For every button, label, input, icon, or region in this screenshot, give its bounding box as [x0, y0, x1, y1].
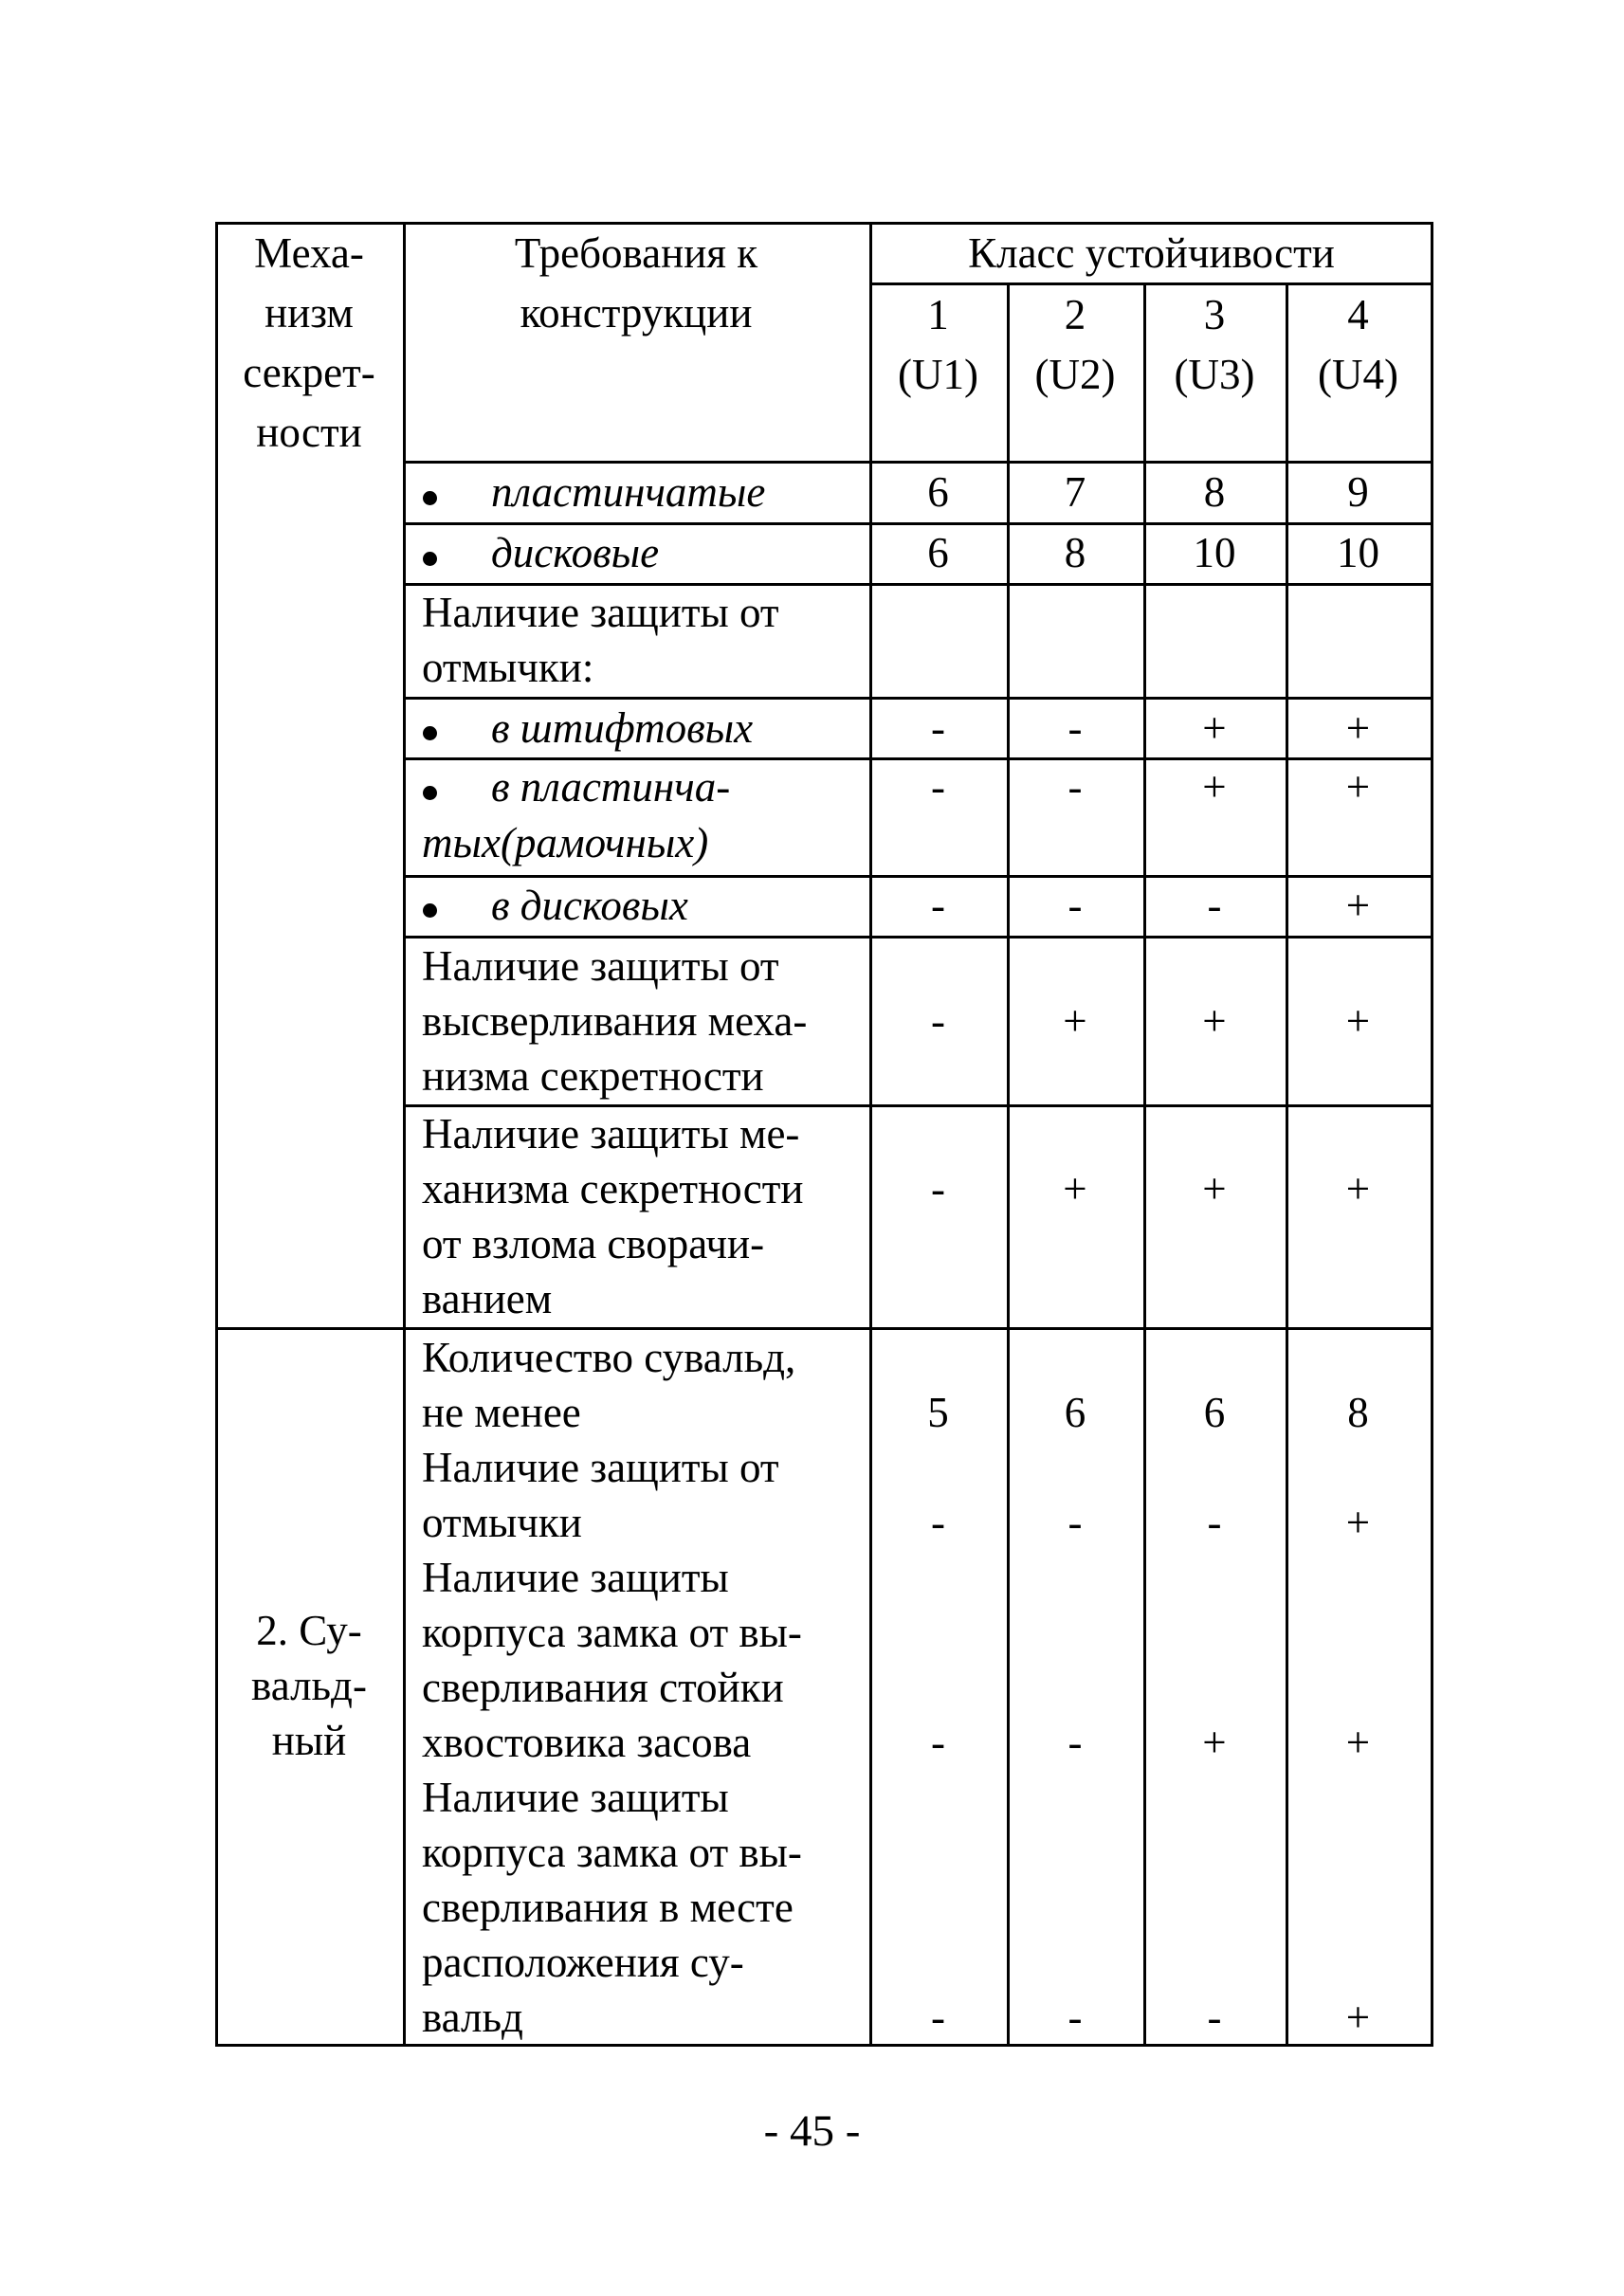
row-drill-line: высверливания меха-: [422, 997, 808, 1045]
row-in-disc-value: +: [1345, 882, 1371, 929]
page-number: - 45 -: [763, 2106, 861, 2156]
row-twist-value: -: [931, 1165, 945, 1212]
lever-req-line: Наличие защиты: [422, 1774, 729, 1821]
lever-value: +: [1345, 1719, 1371, 1766]
lever-value: -: [1067, 1499, 1083, 1546]
lever-req-line: отмычки: [422, 1499, 582, 1546]
row-pin-value: +: [1345, 704, 1371, 752]
header-requirements-line: Требования к: [514, 229, 758, 277]
row-twist-value: +: [1202, 1165, 1227, 1212]
row-in-disc-value: -: [1067, 882, 1083, 929]
row-drill-line: низма секретности: [422, 1052, 764, 1100]
row-in-disc-label: в дисковых: [491, 882, 688, 929]
row-disc-value: 10: [1193, 529, 1236, 576]
table-line: [403, 461, 1433, 464]
row-disc-value: 10: [1337, 529, 1379, 576]
row-pin-label: в штифтовых: [491, 704, 754, 752]
row-pick-protection-line: Наличие защиты от: [422, 589, 779, 636]
row-twist-line: ванием: [422, 1275, 553, 1322]
lever-mechanism-line: вальд-: [251, 1662, 367, 1709]
lever-value: +: [1345, 1994, 1371, 2041]
lever-value: -: [931, 1499, 945, 1546]
lever-value: -: [1067, 1719, 1083, 1766]
lever-req-line: хвостовика засова: [422, 1719, 752, 1766]
row-pin-value: +: [1202, 704, 1227, 752]
row-drill-line: Наличие защиты от: [422, 942, 779, 990]
row-pin-value: -: [1067, 704, 1083, 752]
lever-req-line: Количество сувальд,: [422, 1334, 796, 1381]
row-plate-frame-line: тых(рамочных): [422, 819, 709, 866]
lever-value: -: [931, 1994, 945, 2041]
lever-value: -: [1067, 1994, 1083, 2041]
row-plate-frame-line: в пластинча-: [491, 763, 731, 811]
lever-value: 6: [1064, 1389, 1086, 1436]
lever-mechanism-line: ный: [271, 1717, 347, 1764]
lever-value: -: [931, 1719, 945, 1766]
header-class-num: 4: [1347, 291, 1369, 338]
table-line: [403, 222, 406, 2047]
lever-req-line: вальд: [422, 1994, 523, 2041]
table-line: [403, 697, 1433, 700]
row-twist-line: от взлома сворачи-: [422, 1220, 765, 1267]
lever-value: +: [1202, 1719, 1227, 1766]
row-plate-value: 7: [1064, 468, 1086, 516]
row-drill-value: -: [931, 997, 945, 1045]
bullet-icon: [423, 786, 437, 800]
bullet-icon: [423, 491, 437, 505]
lever-req-line: расположения су-: [422, 1939, 744, 1986]
row-pin-value: -: [931, 704, 945, 752]
row-plate-frame-value: -: [1067, 763, 1083, 811]
header-class-code: (U2): [1034, 351, 1116, 398]
header-class-code: (U4): [1318, 351, 1398, 398]
bullet-icon: [423, 726, 437, 740]
header-class-num: 1: [927, 291, 949, 338]
lever-req-line: Наличие защиты от: [422, 1444, 779, 1491]
lever-value: -: [1207, 1994, 1222, 2041]
row-plate-value: 8: [1203, 468, 1226, 516]
table-line: [215, 1327, 1433, 1330]
lever-req-line: сверливания стойки: [422, 1664, 784, 1711]
header-class-code: (U1): [898, 351, 978, 398]
row-drill-value: +: [1202, 997, 1227, 1045]
lever-value: +: [1345, 1499, 1371, 1546]
header-class-code: (U3): [1174, 351, 1255, 398]
row-disc-label: дисковые: [491, 529, 660, 576]
header-class-title: Класс устойчивости: [968, 229, 1335, 277]
row-drill-value: +: [1345, 997, 1371, 1045]
row-twist-value: +: [1063, 1165, 1087, 1212]
header-mechanism-line: низм: [265, 289, 354, 337]
header-mechanism-line: секрет-: [243, 349, 375, 396]
row-plate-value: 6: [927, 468, 949, 516]
lever-value: 5: [927, 1389, 949, 1436]
table-line: [869, 282, 1433, 285]
row-in-disc-value: -: [931, 882, 945, 929]
table-border-top: [215, 222, 1433, 225]
lever-value: 8: [1347, 1389, 1369, 1436]
row-twist-line: Наличие защиты ме-: [422, 1110, 800, 1157]
header-class-num: 3: [1203, 291, 1226, 338]
lever-mechanism-line: 2. Су-: [256, 1607, 362, 1654]
lever-req-line: сверливания в месте: [422, 1884, 794, 1931]
row-pick-protection-line: отмычки:: [422, 644, 594, 691]
header-class-num: 2: [1064, 291, 1086, 338]
lever-value: -: [1207, 1499, 1222, 1546]
bullet-icon: [423, 552, 437, 566]
row-in-disc-value: -: [1207, 882, 1222, 929]
row-plate-frame-value: -: [931, 763, 945, 811]
lever-req-line: корпуса замка от вы-: [422, 1609, 802, 1656]
lever-req-line: корпуса замка от вы-: [422, 1829, 802, 1876]
row-twist-value: +: [1345, 1165, 1371, 1212]
row-disc-value: 6: [927, 529, 949, 576]
row-disc-value: 8: [1064, 529, 1086, 576]
header-requirements-line: конструкции: [520, 289, 753, 337]
row-drill-value: +: [1063, 997, 1087, 1045]
lever-req-line: не менее: [422, 1389, 581, 1436]
row-plate-label: пластинчатые: [491, 468, 766, 516]
table-border-left: [215, 222, 218, 2047]
lever-value: 6: [1203, 1389, 1226, 1436]
lever-req-line: Наличие защиты: [422, 1554, 729, 1601]
bullet-icon: [423, 903, 437, 918]
row-plate-frame-value: +: [1345, 763, 1371, 811]
header-mechanism-line: ности: [256, 409, 362, 456]
row-plate-value: 9: [1347, 468, 1369, 516]
table-border-right: [1431, 222, 1433, 2047]
row-twist-line: ханизма секретности: [422, 1165, 804, 1212]
header-mechanism-line: Меха-: [254, 229, 364, 277]
row-plate-frame-value: +: [1202, 763, 1227, 811]
